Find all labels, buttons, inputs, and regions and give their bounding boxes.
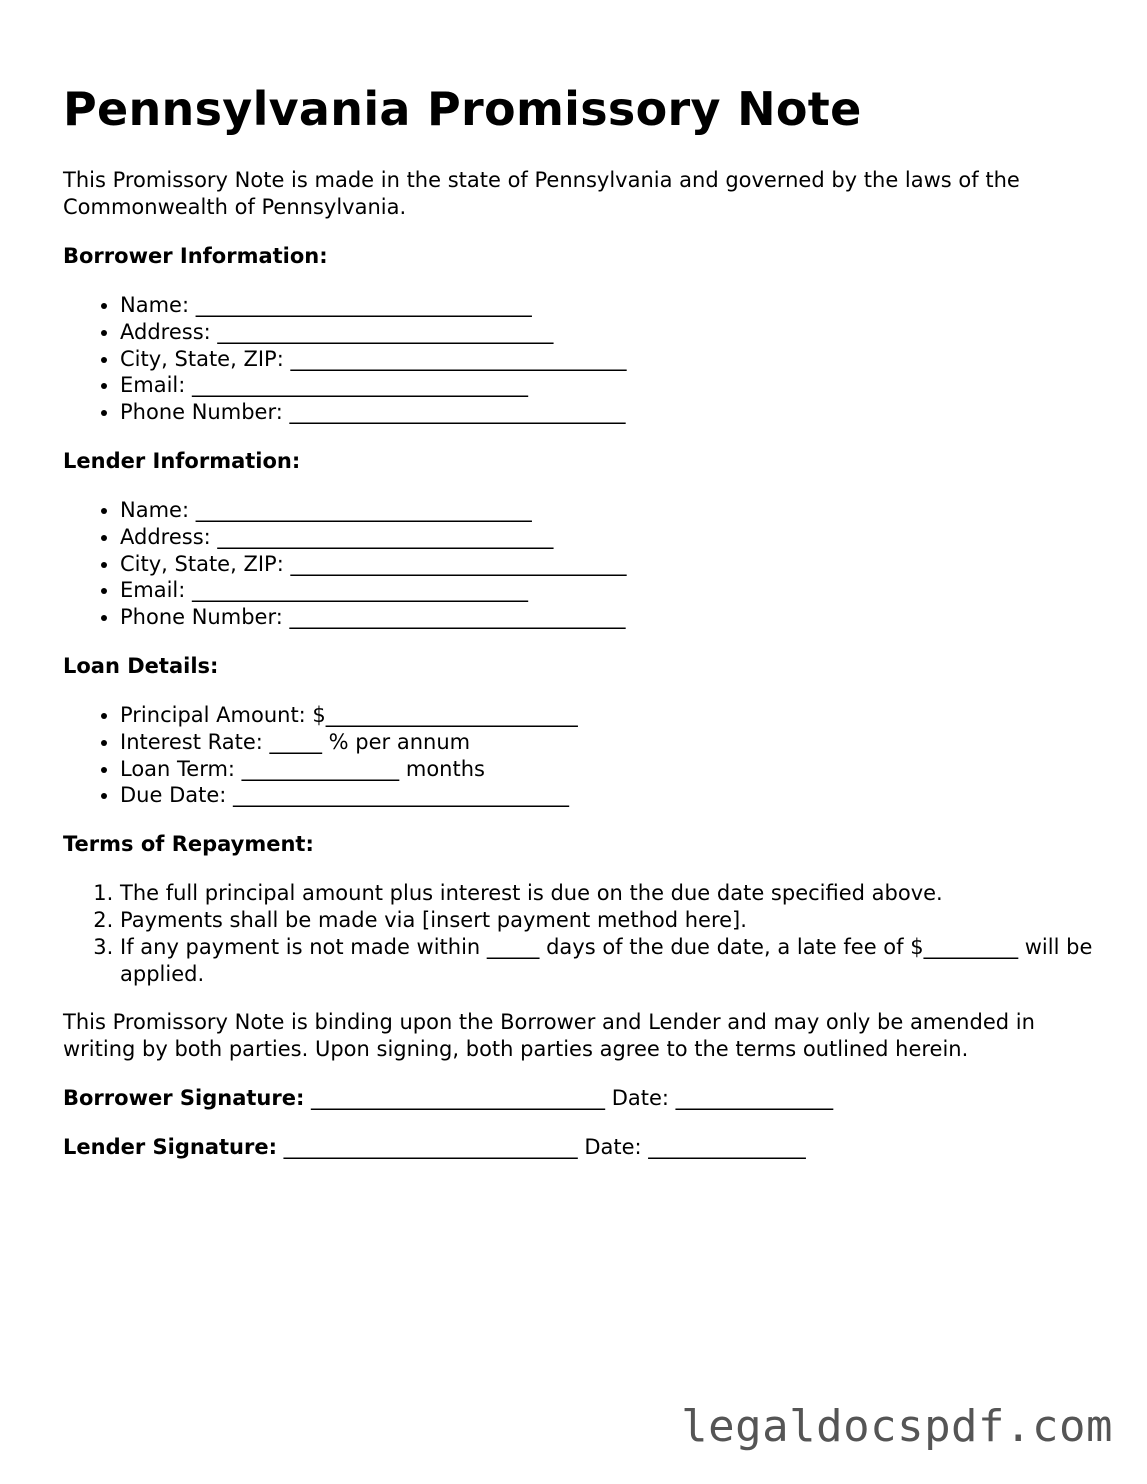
- loan-details-list: [63, 702, 1093, 809]
- repayment-term-2[interactable]: 2. Payments shall be made via [insert payment method here].: [120, 907, 1093, 934]
- repayment-heading: Terms of Repayment:: [63, 832, 314, 857]
- borrower-name-field[interactable]: • Name: ________________________________: [120, 292, 1093, 319]
- borrower-email-field[interactable]: • Email: ________________________________: [120, 372, 1093, 399]
- due-date-field[interactable]: • Due Date: ________________________________: [120, 782, 1093, 809]
- lender-email-field[interactable]: • Email: ________________________________: [120, 577, 1093, 604]
- borrower-heading: Borrower Information:: [63, 244, 328, 268]
- lender-signature-line[interactable]: [63, 1134, 1093, 1161]
- borrower-phone-field[interactable]: • Phone Number: ________________________________: [120, 399, 1093, 426]
- lender-address-field[interactable]: • Address: ________________________________: [120, 524, 1093, 551]
- document-title: Pennsylvania Promissory Note: [63, 82, 862, 136]
- borrower-address-field[interactable]: • Address: ________________________________: [120, 319, 1093, 346]
- document-page: [63, 84, 1093, 1161]
- borrower-signature-label: Borrower Signature:: [63, 1086, 305, 1111]
- borrower-signature-line[interactable]: [63, 1085, 1093, 1112]
- lender-list: [63, 497, 1093, 631]
- lender-city-state-zip-field[interactable]: • City, State, ZIP: ________________________________: [120, 551, 1093, 578]
- lender-phone-field[interactable]: • Phone Number: ________________________________: [120, 604, 1093, 631]
- repayment-list: [63, 880, 1093, 987]
- repayment-term-1: 1. The full principal amount plus interest is due on the due date specified above.: [120, 880, 1093, 907]
- closing-paragraph: This Promissory Note is binding upon the Borrower and Lender and may only be amended in writing by both parties. Upon signing, both parties agree to the terms outlined herein.: [63, 1010, 1035, 1062]
- lender-heading: Lender Information:: [63, 448, 301, 473]
- borrower-signature-blank[interactable]: ____________________________ Date: _______________: [304, 1086, 834, 1111]
- loan-term-field[interactable]: • Loan Term: _______________ months: [120, 756, 1093, 783]
- principal-amount-field[interactable]: • Principal Amount: $________________________: [120, 702, 1093, 729]
- interest-rate-field[interactable]: • Interest Rate: _____ % per annum: [120, 729, 1093, 756]
- loan-details-heading: Loan Details:: [63, 653, 219, 678]
- lender-name-field[interactable]: • Name: ________________________________: [120, 497, 1093, 524]
- borrower-list: [63, 292, 1093, 426]
- intro-paragraph: This Promissory Note is made in the state of Pennsylvania and governed by the laws of the Commonwealth of Pennsylvania.: [63, 168, 1020, 219]
- site-watermark: legaldocspdf.com: [681, 1401, 1113, 1452]
- borrower-city-state-zip-field[interactable]: • City, State, ZIP: ________________________________: [120, 346, 1093, 373]
- repayment-term-3[interactable]: 3. If any payment is not made within _____ days of the due date, a late fee of $_________ will be applied.: [120, 934, 1093, 988]
- lender-signature-label: Lender Signature:: [63, 1135, 277, 1160]
- lender-signature-blank[interactable]: ____________________________ Date: _______________: [276, 1135, 806, 1160]
